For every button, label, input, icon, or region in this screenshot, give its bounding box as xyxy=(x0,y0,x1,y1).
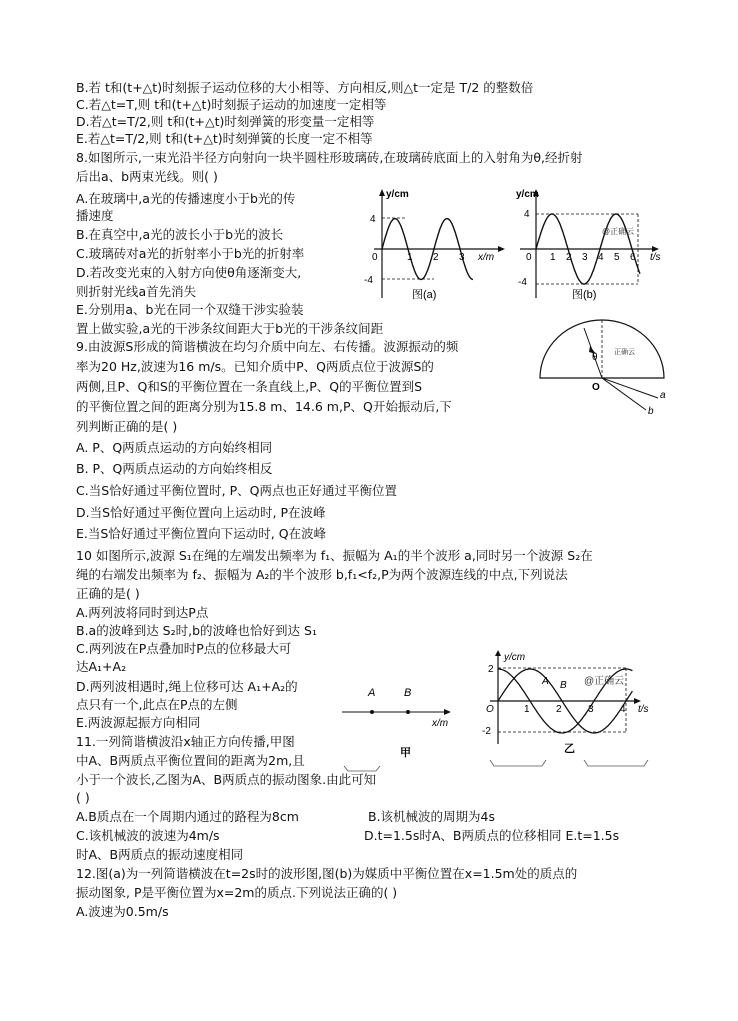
text-line: 11.一列简谐横波沿x轴正方向传播,甲图 xyxy=(76,734,295,749)
ytick-2: 2 xyxy=(488,664,494,675)
ray-b xyxy=(602,378,646,410)
figure-yi-vibration-graph xyxy=(478,650,658,776)
t-axis-label: t/s xyxy=(650,252,661,263)
text-line: D.若△t=T/2,则 t和(t+△t)时刻弹簧的形变量一定相等 xyxy=(76,114,375,129)
text-line: 列判断正确的是( ) xyxy=(76,419,178,434)
figure-b-vibration-graph xyxy=(506,186,666,308)
text-line: B.若 t和(t+△t)时刻振子运动位移的大小相等、方向相反,则△t一定是 T/2 的整数倍 xyxy=(76,80,534,95)
figure-jia-caption: 甲 xyxy=(400,747,411,759)
text-line: D.当S恰好通过平衡位置向上运动时, P在波峰 xyxy=(76,505,326,520)
t-axis-label: t/s xyxy=(638,704,649,715)
figure-jia xyxy=(340,676,460,776)
y-axis-label: y/cm xyxy=(504,652,526,663)
text-line: C.该机械波的波速为4m/s xyxy=(76,828,220,843)
ytick-neg4: -4 xyxy=(364,275,373,286)
text-line: 绳的右端发出频率为 f₂、振幅为 A₂的半个波形 b,f₁<f₂,P为两个波源连线的中点,下列说法 xyxy=(76,567,568,582)
ytick-4: 4 xyxy=(524,209,530,220)
text-line: 12.图(a)为一列简谐横波在t=2s时的波形图,图(b)为媒质中平衡位置在x=1.5m处的质点的 xyxy=(76,866,578,881)
origin-label: 0 xyxy=(526,252,532,263)
origin-label: 0 xyxy=(372,252,378,263)
x-axis-arrow xyxy=(498,246,505,252)
text-line: ( ) xyxy=(76,790,90,805)
y-axis-label: y/cm xyxy=(386,189,409,200)
text-line: 中A、B两质点平衡位置间的距离为2m,且 xyxy=(76,753,305,768)
point-b xyxy=(406,710,410,714)
ray-a xyxy=(602,378,658,398)
text-line: B. P、Q两质点运动的方向始终相反 xyxy=(76,461,273,476)
xtick-2: 2 xyxy=(556,704,562,715)
text-line: 两侧,且P、Q和S的平衡位置在一条直线上,P、Q的平衡位置到S xyxy=(76,379,423,394)
xtick-6: 6 xyxy=(630,252,636,263)
text-line: 10 如图所示,波源 S₁在绳的左端发出频率为 f₁、振幅为 A₁的半个波形 a,同时另一个波源 S₂在 xyxy=(76,548,593,563)
text-line: 播速度 xyxy=(76,208,114,223)
ytick-neg2: -2 xyxy=(482,726,491,737)
curve-a-label: A xyxy=(542,676,549,687)
mark-label: 正确云 xyxy=(614,349,635,356)
text-line: E.分别用a、b光在同一个双缝干涉实验装 xyxy=(76,302,304,317)
ytick-4: 4 xyxy=(370,214,376,225)
semicircle xyxy=(540,320,664,378)
point-a xyxy=(370,710,374,714)
text-line: D.t=1.5s时A、B两质点的位移相同 E.t=1.5s xyxy=(364,828,620,843)
xtick-5: 5 xyxy=(614,252,620,263)
figure-a-wave-graph xyxy=(360,186,510,308)
text-line: A. P、Q两质点运动的方向始终相同 xyxy=(76,440,273,455)
ytick-neg4: -4 xyxy=(518,277,527,288)
xtick-2: 2 xyxy=(566,252,572,263)
text-line: D.两列波相遇时,绳上位移可达 A₁+A₂的 xyxy=(76,679,298,694)
figure-b-caption: 图(b) xyxy=(572,289,597,301)
text-line: A.B质点在一个周期内通过的路程为8cm xyxy=(76,809,299,824)
text-line: E.两波源起振方向相同 xyxy=(76,715,201,730)
xtick-1: 1 xyxy=(550,252,556,263)
scan-artifact-frame xyxy=(344,766,380,771)
origin-label: O xyxy=(486,704,494,715)
text-line: A.两列波将同时到达P点 xyxy=(76,605,209,620)
y-axis-label: y/cm xyxy=(516,189,539,200)
a-label: a xyxy=(660,390,666,401)
o-label: O xyxy=(592,382,600,393)
xtick-3: 3 xyxy=(582,252,588,263)
text-line: E.当S恰好通过平衡位置向下运动时, Q在波峰 xyxy=(76,526,327,541)
text-line: A.波速为0.5m/s xyxy=(76,904,169,919)
curve-b-label: B xyxy=(560,680,567,691)
text-line: C.当S恰好通过平衡位置时, P、Q两点也正好通过平衡位置 xyxy=(76,483,397,498)
xtick-3: 3 xyxy=(588,704,594,715)
text-line: 8.如图所示,一束光沿半径方向射向一块半圆柱形玻璃砖,在玻璃砖底面上的入射角为θ,经折射 xyxy=(76,150,583,165)
figure-a-caption: 图(a) xyxy=(412,289,437,301)
watermark: @正确云 xyxy=(584,676,625,687)
xtick-4: 4 xyxy=(620,704,626,715)
watermark: @正确云 xyxy=(602,227,635,236)
x-axis-label: x/m xyxy=(432,718,449,729)
xtick-1: 1 xyxy=(407,252,413,263)
text-line: C.两列波在P点叠加时P点的位移最大可 xyxy=(76,641,292,656)
text-line: D.若改变光束的入射方向使θ角逐渐变大, xyxy=(76,265,302,280)
scan-artifact-frame xyxy=(490,760,648,766)
y-axis-arrow xyxy=(495,650,501,656)
xtick-1: 1 xyxy=(524,704,530,715)
text-line: 的平衡位置之间的距离分别为15.8 m、14.6 m,P、Q开始振动后,下 xyxy=(76,399,452,414)
text-line: 达A₁+A₂ xyxy=(76,659,127,674)
text-line: 率为20 Hz,波速为16 m/s。已知介质中P、Q两质点位于波源S的 xyxy=(76,359,434,374)
xtick-2: 2 xyxy=(433,252,439,263)
text-line: 振动图象, P是平衡位置为x=2m的质点.下列说法正确的( ) xyxy=(76,885,398,900)
text-line: C.若△t=T,则 t和(t+△t)时刻振子运动的加速度一定相等 xyxy=(76,97,387,112)
x-axis-label: x/m xyxy=(478,252,495,263)
text-line: 后出a、b两束光线。则( ) xyxy=(76,169,218,184)
text-line: 置上做实验,a光的干涉条纹间距大于b光的干涉条纹间距 xyxy=(76,321,384,336)
xtick-3: 3 xyxy=(459,252,465,263)
figure-yi-caption: 乙 xyxy=(564,743,575,755)
text-line: 正确的是( ) xyxy=(76,586,140,601)
text-line: 点只有一个,此点在P点的左侧 xyxy=(76,697,238,712)
text-line: C.玻璃砖对a光的折射率小于b光的折射率 xyxy=(76,246,305,261)
text-line: 则折射光线a首先消失 xyxy=(76,284,197,299)
point-a-label: A xyxy=(368,687,376,699)
text-line: 时A、B两质点的振动速度相同 xyxy=(76,847,244,862)
xtick-4: 4 xyxy=(598,252,604,263)
b-label: b xyxy=(648,406,654,417)
text-line: A.在玻璃中,a光的传播速度小于b光的传 xyxy=(76,191,296,206)
x-axis-arrow xyxy=(444,709,451,715)
theta-label: θ xyxy=(592,352,598,363)
glass-semicircle-figure xyxy=(530,318,680,418)
text-line: B.a的波峰到达 S₂时,b的波峰也恰好到达 S₁ xyxy=(76,623,317,638)
text-line: 9.由波源S形成的简谐横波在均匀介质中向左、右传播。波源振动的频 xyxy=(76,339,459,354)
point-b-label: B xyxy=(404,687,412,699)
text-line: 小于一个波长,乙图为A、B两质点的振动图象.由此可知 xyxy=(76,772,377,787)
text-line: B.该机械波的周期为4s xyxy=(368,809,496,824)
text-line: E.若△t=T/2,则 t和(t+△t)时刻弹簧的长度一定不相等 xyxy=(76,131,373,146)
y-axis-arrow xyxy=(379,189,385,196)
text-line: B.在真空中,a光的波长小于b光的波长 xyxy=(76,227,284,242)
